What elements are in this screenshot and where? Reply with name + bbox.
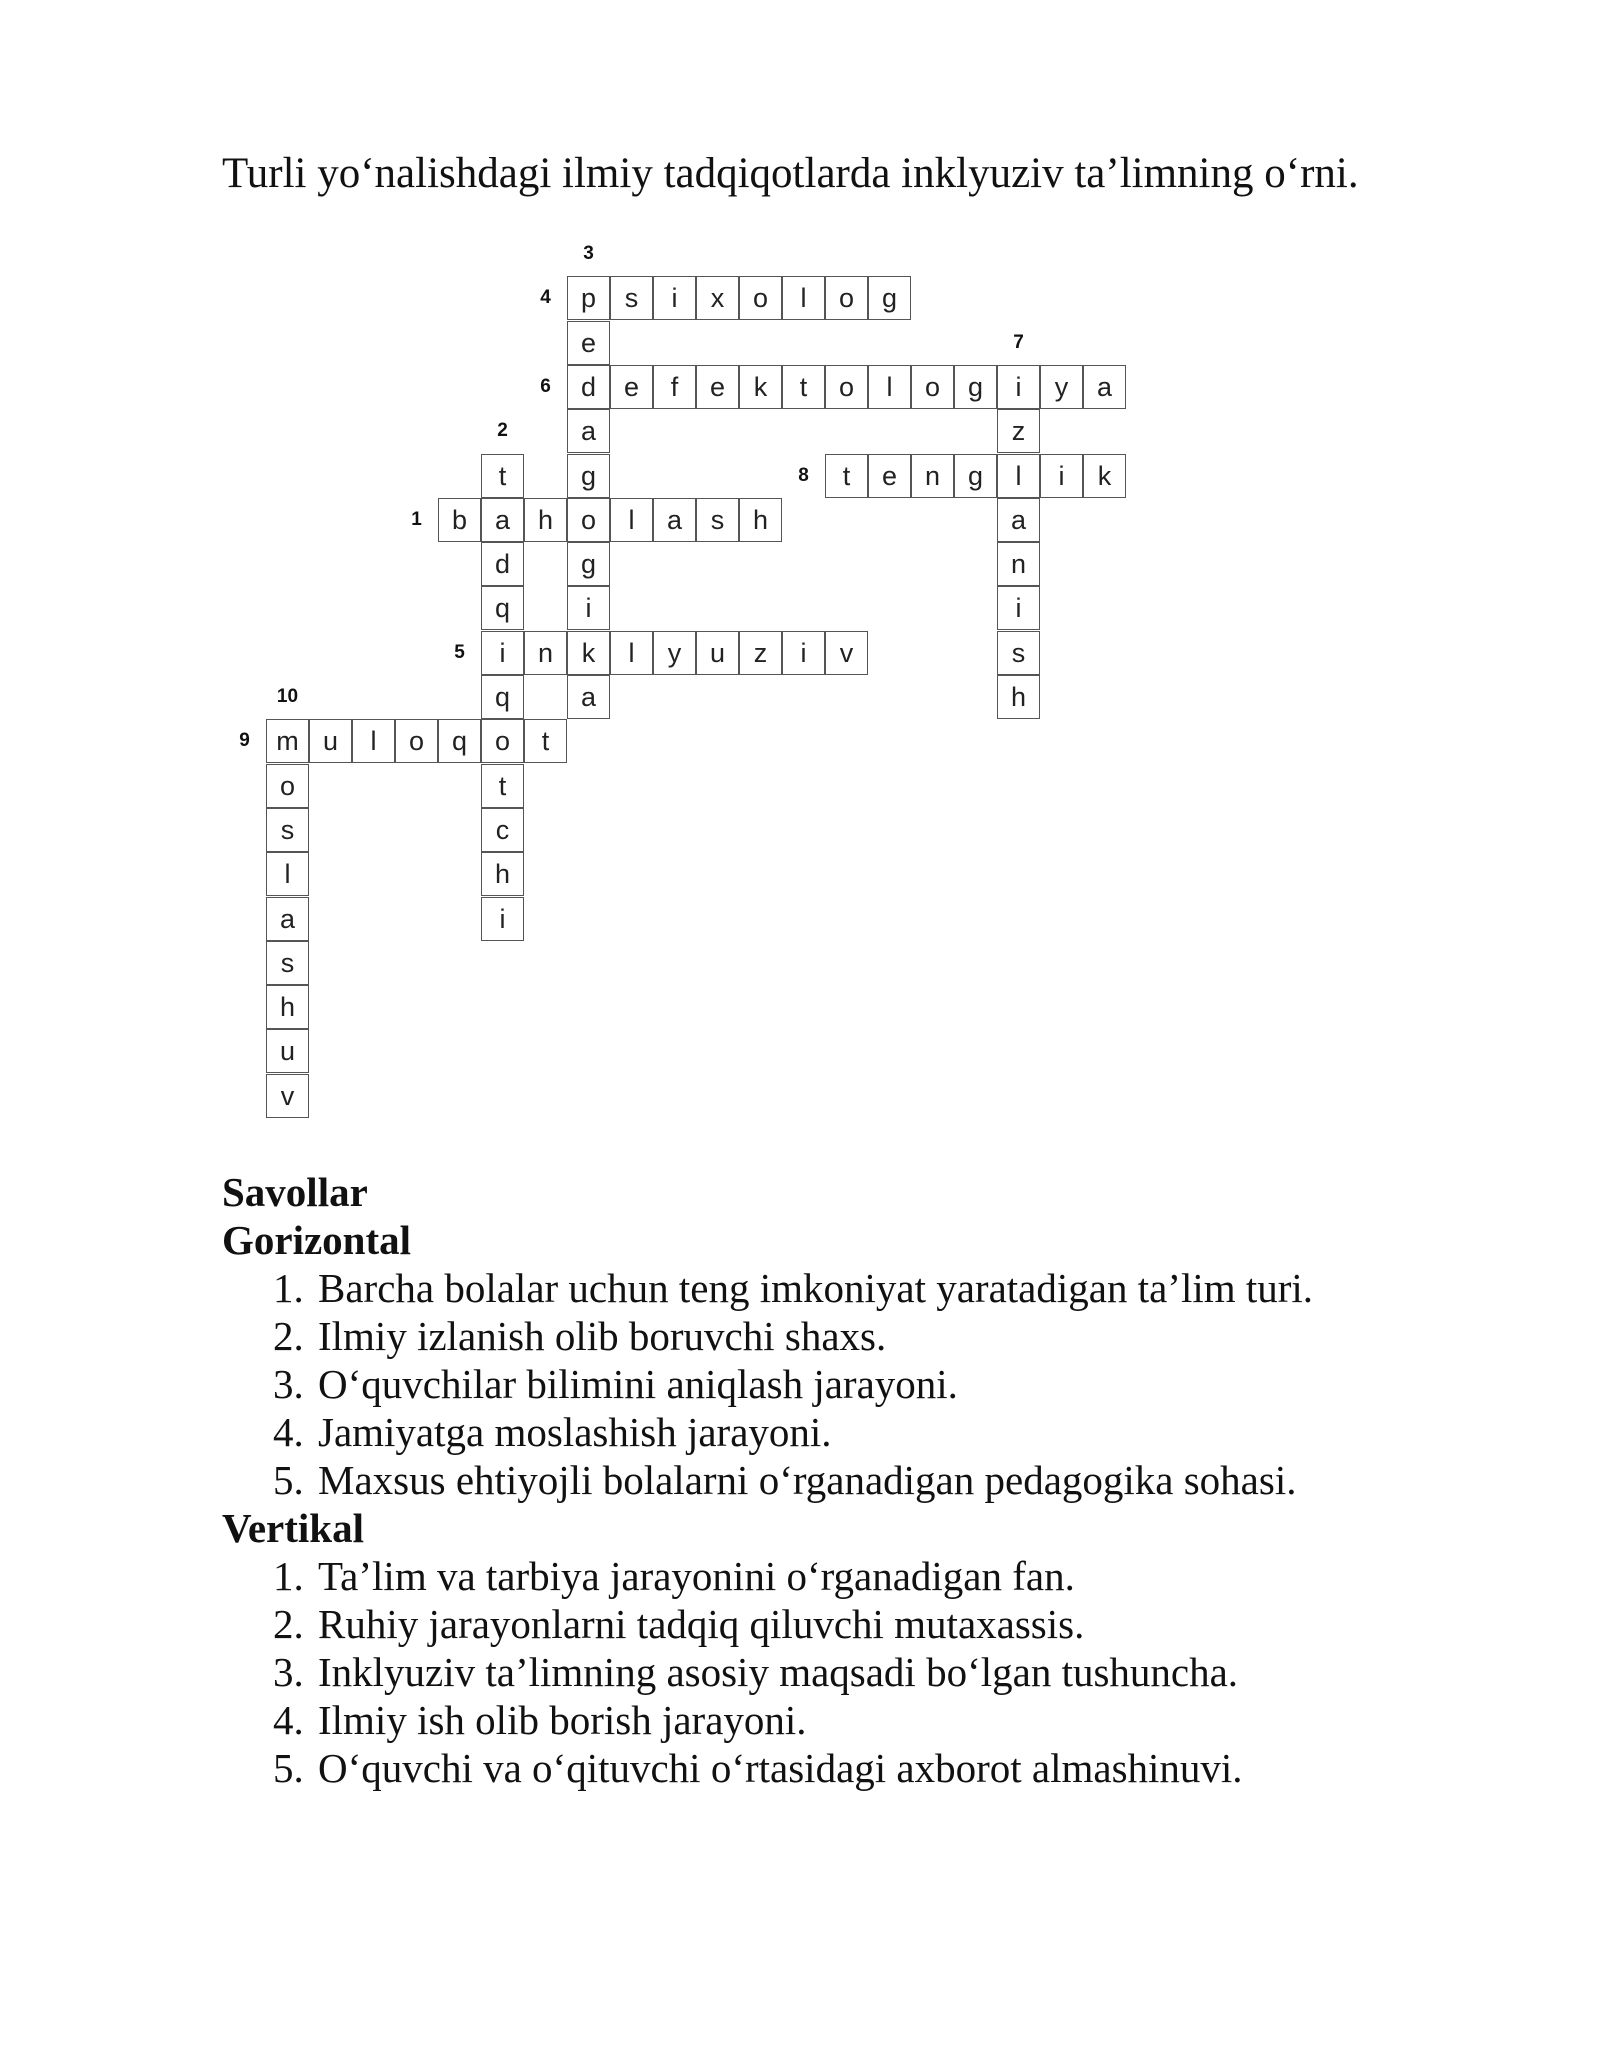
crossword-cell: a: [266, 897, 309, 941]
crossword-cell: e: [696, 365, 739, 409]
clue-number: 10: [276, 686, 299, 707]
crossword-cell: l: [868, 365, 911, 409]
crossword-cell: s: [610, 276, 653, 320]
crossword-cell: y: [1040, 365, 1083, 409]
crossword-cell: i: [782, 631, 825, 675]
crossword-cell: q: [438, 719, 481, 763]
crossword-cell: s: [266, 808, 309, 852]
horizontal-clue: 1. Barcha bolalar uchun teng imkoniyat yaratadigan ta’lim turi.: [314, 1264, 1522, 1312]
vertical-heading: Vertikal: [222, 1505, 364, 1551]
crossword-cell: z: [739, 631, 782, 675]
crossword-cell: e: [610, 365, 653, 409]
clue-number: 1: [411, 508, 422, 530]
crossword-cell: k: [567, 631, 610, 675]
crossword-cell: l: [352, 719, 395, 763]
crossword-cell: t: [782, 365, 825, 409]
crossword-cell: a: [997, 498, 1040, 542]
crossword-cell: n: [911, 454, 954, 498]
crossword-cell: l: [610, 498, 653, 542]
crossword-cell: c: [481, 808, 524, 852]
vertical-clue: 4. Ilmiy ish olib borish jarayoni.: [314, 1696, 1522, 1744]
clue-number: 9: [239, 730, 250, 752]
questions-heading: Savollar: [222, 1169, 368, 1215]
crossword-cell: d: [481, 542, 524, 586]
crossword-cell: a: [1083, 365, 1126, 409]
crossword-cell: u: [266, 1029, 309, 1073]
vertical-clue-list: [222, 1552, 1522, 1792]
crossword-cell: u: [309, 719, 352, 763]
vertical-clue: 1. Ta’lim va tarbiya jarayonini o‘rganadigan fan.: [314, 1552, 1522, 1600]
horizontal-clue: 3. O‘quvchilar bilimini aniqlash jarayoni.: [314, 1360, 1522, 1408]
horizontal-clue: 4. Jamiyatga moslashish jarayoni.: [314, 1408, 1522, 1456]
crossword-cell: o: [481, 719, 524, 763]
crossword-cell: p: [567, 276, 610, 320]
crossword-cell: v: [266, 1074, 309, 1118]
crossword-cell: i: [997, 586, 1040, 630]
crossword-cell: s: [696, 498, 739, 542]
crossword-cell: e: [567, 321, 610, 365]
crossword-cell: g: [954, 454, 997, 498]
crossword-cell: o: [739, 276, 782, 320]
crossword-cell: k: [739, 365, 782, 409]
crossword-cell: l: [997, 454, 1040, 498]
crossword-cell: e: [868, 454, 911, 498]
crossword-cell: q: [481, 586, 524, 630]
crossword-cell: i: [653, 276, 696, 320]
crossword-cell: x: [696, 276, 739, 320]
crossword-cell: o: [395, 719, 438, 763]
crossword-cell: o: [825, 365, 868, 409]
crossword-cell: g: [868, 276, 911, 320]
crossword-cell: h: [524, 498, 567, 542]
crossword-cell: s: [266, 941, 309, 985]
crossword-cell: a: [567, 675, 610, 719]
crossword-cell: i: [1040, 454, 1083, 498]
crossword-cell: h: [997, 675, 1040, 719]
crossword-cell: n: [524, 631, 567, 675]
vertical-clue: 2. Ruhiy jarayonlarni tadqiq qiluvchi mutaxassis.: [314, 1600, 1522, 1648]
crossword-cell: g: [954, 365, 997, 409]
crossword-cell: g: [567, 454, 610, 498]
horizontal-clue: 5. Maxsus ehtiyojli bolalarni o‘rganadigan pedagogika sohasi.: [314, 1456, 1522, 1504]
vertical-clue: 5. O‘quvchi va o‘qituvchi o‘rtasidagi axborot almashinuvi.: [314, 1744, 1522, 1792]
crossword-cell: i: [481, 897, 524, 941]
page-title: Turli yo‘nalishdagi ilmiy tadqiqotlarda inklyuziv ta’limning o‘rni.: [222, 150, 1359, 197]
crossword-cell: a: [567, 409, 610, 453]
crossword-cell: g: [567, 542, 610, 586]
crossword-cell: l: [782, 276, 825, 320]
crossword-cell: a: [653, 498, 696, 542]
clue-number: 7: [1013, 331, 1024, 353]
crossword-cell: o: [266, 764, 309, 808]
crossword-cell: o: [911, 365, 954, 409]
crossword-cell: v: [825, 631, 868, 675]
clue-number: 4: [540, 287, 551, 309]
crossword-cell: t: [481, 454, 524, 498]
questions-section: [222, 1168, 1522, 1792]
crossword-cell: q: [481, 675, 524, 719]
clue-number: 8: [798, 464, 809, 486]
crossword-cell: z: [997, 409, 1040, 453]
crossword-cell: o: [825, 276, 868, 320]
crossword-cell: l: [266, 852, 309, 896]
crossword-cell: f: [653, 365, 696, 409]
crossword-cell: i: [567, 586, 610, 630]
crossword-cell: a: [481, 498, 524, 542]
clue-number: 6: [540, 375, 551, 397]
crossword-cell: h: [481, 852, 524, 896]
crossword-cell: i: [997, 365, 1040, 409]
crossword-cell: l: [610, 631, 653, 675]
crossword-cell: n: [997, 542, 1040, 586]
crossword-cell: t: [481, 764, 524, 808]
crossword-cell: y: [653, 631, 696, 675]
horizontal-clue: 2. Ilmiy izlanish olib boruvchi shaxs.: [314, 1312, 1522, 1360]
crossword-cell: u: [696, 631, 739, 675]
horizontal-heading: Gorizontal: [222, 1217, 412, 1263]
crossword-cell: k: [1083, 454, 1126, 498]
crossword-cell: i: [481, 631, 524, 675]
clue-number: 3: [583, 243, 594, 264]
horizontal-clue-list: [222, 1264, 1522, 1504]
crossword-cell: h: [739, 498, 782, 542]
crossword-cell: t: [825, 454, 868, 498]
clue-number: 5: [454, 641, 465, 663]
crossword-cell: t: [524, 719, 567, 763]
crossword-cell: b: [438, 498, 481, 542]
crossword-cell: d: [567, 365, 610, 409]
crossword-cell: m: [266, 719, 309, 763]
crossword-cell: s: [997, 631, 1040, 675]
clue-number: 2: [497, 420, 508, 442]
crossword-cell: o: [567, 498, 610, 542]
vertical-clue: 3. Inklyuziv ta’limning asosiy maqsadi bo‘lgan tushuncha.: [314, 1648, 1522, 1696]
crossword-cell: h: [266, 985, 309, 1029]
